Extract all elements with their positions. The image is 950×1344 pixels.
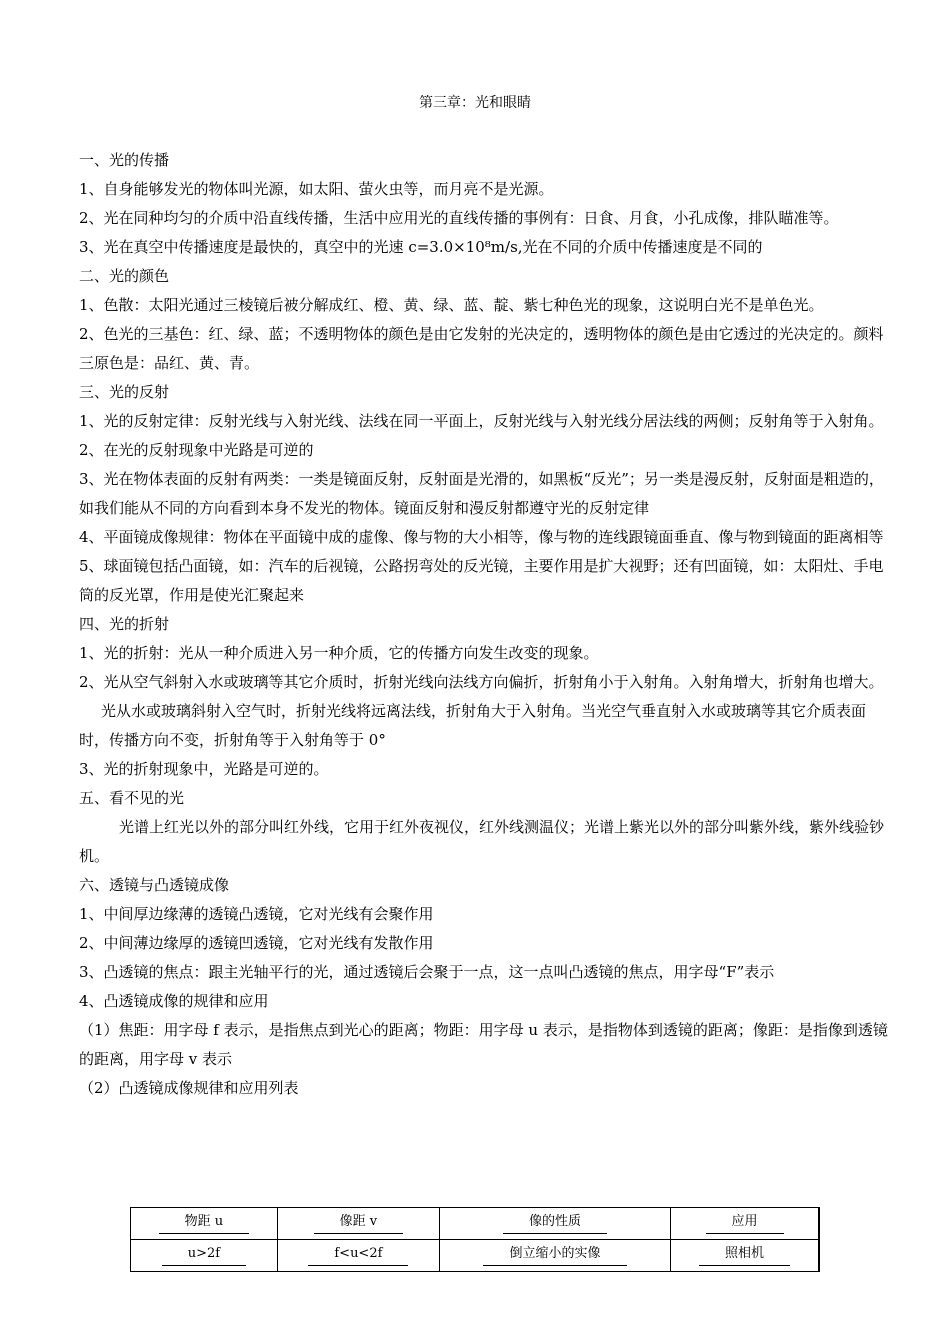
table-cell: u>2f (131, 1240, 278, 1272)
paragraph-line: 2、色光的三基色：红、绿、蓝；不透明物体的颜色是由它发射的光决定的，透明物体的颜色是由它透过的光决定的。颜料三原色是：品红、黄、青。 (79, 325, 884, 372)
paragraph-line: 1、光的折射：光从一种介质进入另一种介质，它的传播方向发生改变的现象。 (79, 644, 599, 662)
paragraph-line: 1、色散：太阳光通过三棱镜后被分解成红、橙、黄、绿、蓝、靛、紫七种色光的现象，这说明白光不是单色光。 (79, 296, 824, 314)
document-body (79, 146, 893, 1103)
paragraph-line: 光谱上红光以外的部分叫红外线，它用于红外夜视仪，红外线测温仪；光谱上紫光以外的部分叫紫外线，紫外线验钞机。 (79, 818, 885, 865)
paragraph-line: 3、凸透镜的焦点：跟主光轴平行的光，通过透镜后会聚于一点，这一点叫凸透镜的焦点，用字母“F”表示 (79, 963, 775, 981)
lens-imaging-table (130, 1207, 820, 1272)
paragraph-line: 5、球面镜包括凸面镜，如：汽车的后视镜，公路拐弯处的反光镜，主要作用是扩大视野；还有凹面镜，如：太阳灶、手电筒的反光罩，作用是使光汇聚起来 (79, 557, 884, 604)
table-cell: 倒立缩小的实像 (439, 1240, 670, 1272)
paragraph-line: 二、光的颜色 (79, 267, 170, 285)
paragraph-line: 4、平面镜成像规律：物体在平面镜中成的虚像、像与物的大小相等，像与物的连线跟镜面垂直、像与物到镜面的距离相等 (79, 528, 884, 546)
table-row (131, 1240, 820, 1272)
paragraph-line: 四、光的折射 (79, 615, 170, 633)
paragraph-line: 2、在光的反射现象中光路是可逆的 (79, 441, 314, 459)
paragraph-line: 3、光的折射现象中，光路是可逆的。 (79, 760, 329, 778)
paragraph-line: 3、光在物体表面的反射有两类：一类是镜面反射，反射面是光滑的，如黑板“反光”；另一类是漫反射，反射面是粗造的，如我们能从不同的方向看到本身不发光的物体。镜面反射和漫反射都遵守光的反射定律 (79, 470, 884, 517)
table-header-cell: 物距 u (131, 1208, 278, 1240)
paragraph-line: 六、透镜与凸透镜成像 (79, 876, 230, 894)
table-cell: f<u<2f (277, 1240, 439, 1272)
chapter-title: 第三章：光和眼睛 (419, 95, 531, 111)
paragraph-line: 3、光在真空中传播速度是最快的，真空中的光速 c=3.0×10⁸m/s,光在不同的介质中传播速度是不同的 (79, 238, 763, 256)
paragraph-line: 2、中间薄边缘厚的透镜凹透镜，它对光线有发散作用 (79, 934, 434, 952)
paragraph-line: 光从水或玻璃斜射入空气时，折射光线将远离法线，折射角大于入射角。当光空气垂直射入水或玻璃等其它介质表面时，传播方向不变，折射角等于入射角等于 0° (79, 702, 867, 749)
paragraph-line: 2、光从空气斜射入水或玻璃等其它介质时，折射光线向法线方向偏折，折射角小于入射角。入射角增大，折射角也增大。 (79, 673, 884, 691)
paragraph-line: 三、光的反射 (79, 383, 170, 401)
table-header-row (131, 1208, 820, 1240)
paragraph-line: 2、光在同种均匀的介质中沿直线传播，生活中应用光的直线传播的事例有：日食、月食，小孔成像，排队瞄准等。 (79, 209, 839, 227)
paragraph-line: 1、光的反射定律：反射光线与入射光线、法线在同一平面上，反射光线与入射光线分居法线的两侧；反射角等于入射角。 (79, 412, 884, 430)
paragraph-line: 1、自身能够发光的物体叫光源，如太阳、萤火虫等，而月亮不是光源。 (79, 180, 554, 198)
table-header-cell: 应用 (671, 1208, 819, 1240)
paragraph-line: （2）凸透镜成像规律和应用列表 (79, 1079, 299, 1097)
table-cell: 照相机 (671, 1240, 819, 1272)
table-header-cell: 像距 v (277, 1208, 439, 1240)
paragraph-line: 五、看不见的光 (79, 789, 185, 807)
paragraph-line: 一、光的传播 (79, 151, 170, 169)
table-header-cell: 像的性质 (439, 1208, 670, 1240)
paragraph-line: 4、凸透镜成像的规律和应用 (79, 992, 269, 1010)
paragraph-line: （1）焦距：用字母 f 表示，是指焦点到光心的距离；物距：用字母 u 表示，是指物体到透镜的距离；像距：是指像到透镜的距离，用字母 v 表示 (79, 1021, 888, 1068)
lens-imaging-table-wrapper (130, 1207, 820, 1272)
paragraph-line: 1、中间厚边缘薄的透镜凸透镜，它对光线有会聚作用 (79, 905, 434, 923)
